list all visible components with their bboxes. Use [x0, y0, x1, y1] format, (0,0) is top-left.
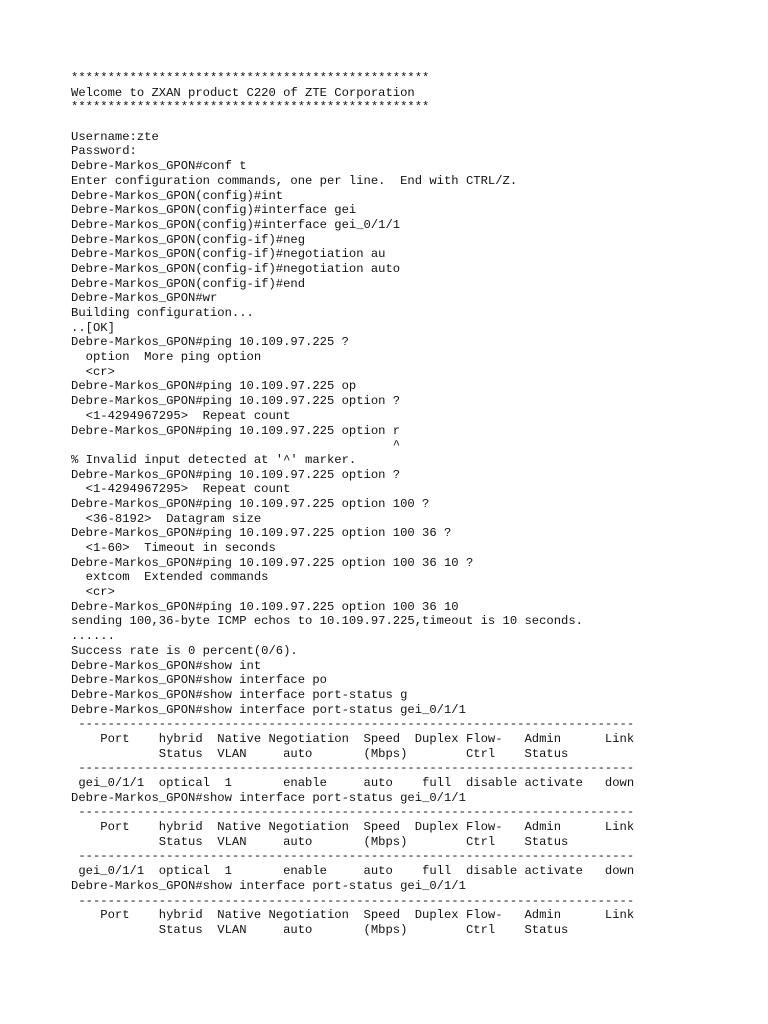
terminal-line: Debre-Markos_GPON#ping 10.109.97.225 option ?	[71, 394, 401, 409]
terminal-line: Debre-Markos_GPON#ping 10.109.97.225 option 100 ?	[71, 496, 430, 511]
terminal-line: Debre-Markos_GPON#show interface port-status gei_0/1/1	[71, 702, 466, 717]
terminal-line: Debre-Markos_GPON(config-if)#end	[71, 276, 306, 291]
terminal-line: ......	[71, 629, 115, 644]
terminal-line: Debre-Markos_GPON#show interface port-status gei_0/1/1	[71, 790, 466, 805]
terminal-line: Debre-Markos_GPON#ping 10.109.97.225 option 100 36 10	[71, 599, 459, 614]
terminal-line: Status VLAN auto (Mbps) Ctrl Status	[71, 746, 569, 761]
terminal-line: gei_0/1/1 optical 1 enable auto full disable activate down	[71, 864, 635, 879]
terminal-line: ..[OK]	[71, 320, 115, 335]
terminal-line: Debre-Markos_GPON(config-if)#negotiation au	[71, 247, 386, 262]
terminal-line: <1-60> Timeout in seconds	[71, 541, 276, 555]
terminal-line: Debre-Markos_GPON#conf t	[71, 159, 247, 174]
terminal-line: Debre-Markos_GPON#wr	[71, 291, 218, 306]
terminal-line: <cr>	[71, 364, 115, 379]
terminal-line: ----------------------------------------------------------------------------	[71, 805, 635, 820]
terminal-line: % Invalid input detected at '^' marker.	[71, 452, 357, 467]
terminal-line: Building configuration...	[71, 306, 254, 320]
terminal-line: Debre-Markos_GPON#ping 10.109.97.225 ?	[71, 335, 349, 350]
terminal-line: Port hybrid Native Negotiation Speed Duplex Flow- Admin Link	[71, 820, 635, 835]
terminal-line: gei_0/1/1 optical 1 enable auto full disable activate down	[71, 776, 635, 790]
terminal-line: Password:	[71, 144, 137, 159]
terminal-line: <cr>	[71, 585, 115, 600]
terminal-transcript	[71, 71, 721, 938]
terminal-line: option More ping option	[71, 350, 262, 365]
terminal-line: Debre-Markos_GPON#show interface port-status g	[71, 687, 408, 702]
terminal-line: ----------------------------------------------------------------------------	[71, 761, 635, 776]
terminal-line: Debre-Markos_GPON(config)#interface gei_0/1/1	[71, 217, 401, 232]
terminal-line: Debre-Markos_GPON#ping 10.109.97.225 op	[71, 379, 357, 394]
terminal-line: Debre-Markos_GPON#ping 10.109.97.225 option ?	[71, 467, 401, 482]
terminal-line: Port hybrid Native Negotiation Speed Duplex Flow- Admin Link	[71, 731, 635, 746]
terminal-line: extcom Extended commands	[71, 570, 269, 585]
terminal-line: sending 100,36-byte ICMP echos to 10.109.97.225,timeout is 10 seconds.	[71, 614, 583, 629]
terminal-line: *************************************************	[71, 100, 430, 115]
terminal-line: Debre-Markos_GPON(config-if)#neg	[71, 232, 306, 247]
terminal-line: *************************************************	[71, 71, 430, 85]
terminal-line: ----------------------------------------------------------------------------	[71, 893, 635, 908]
terminal-line: Enter configuration commands, one per line. End with CTRL/Z.	[71, 173, 518, 188]
terminal-line: <36-8192> Datagram size	[71, 511, 262, 526]
terminal-line: Debre-Markos_GPON#show interface port-status gei_0/1/1	[71, 878, 466, 893]
terminal-line: Debre-Markos_GPON#ping 10.109.97.225 option 100 36 ?	[71, 526, 452, 541]
terminal-line: Port hybrid Native Negotiation Speed Duplex Flow- Admin Link	[71, 908, 635, 923]
terminal-line: Success rate is 0 percent(0/6).	[71, 643, 298, 658]
terminal-line: ^	[71, 438, 401, 453]
terminal-line: Status VLAN auto (Mbps) Ctrl Status	[71, 922, 569, 937]
terminal-line: ----------------------------------------------------------------------------	[71, 717, 635, 732]
terminal-line: <1-4294967295> Repeat count	[71, 482, 291, 497]
terminal-line: Username:zte	[71, 129, 159, 144]
terminal-line: Debre-Markos_GPON#show interface po	[71, 673, 327, 688]
terminal-line: ----------------------------------------------------------------------------	[71, 849, 635, 864]
terminal-line: Welcome to ZXAN product C220 of ZTE Corporation	[71, 85, 415, 100]
terminal-line	[71, 115, 721, 130]
terminal-line: <1-4294967295> Repeat count	[71, 408, 291, 423]
terminal-line: Debre-Markos_GPON#show int	[71, 658, 262, 673]
terminal-line: Debre-Markos_GPON(config)#interface gei	[71, 203, 357, 218]
terminal-line: Debre-Markos_GPON(config-if)#negotiation auto	[71, 261, 401, 276]
terminal-line: Debre-Markos_GPON#ping 10.109.97.225 option r	[71, 423, 401, 438]
terminal-line: Debre-Markos_GPON(config)#int	[71, 188, 284, 203]
terminal-line: Status VLAN auto (Mbps) Ctrl Status	[71, 834, 569, 849]
terminal-line: Debre-Markos_GPON#ping 10.109.97.225 option 100 36 10 ?	[71, 555, 474, 570]
